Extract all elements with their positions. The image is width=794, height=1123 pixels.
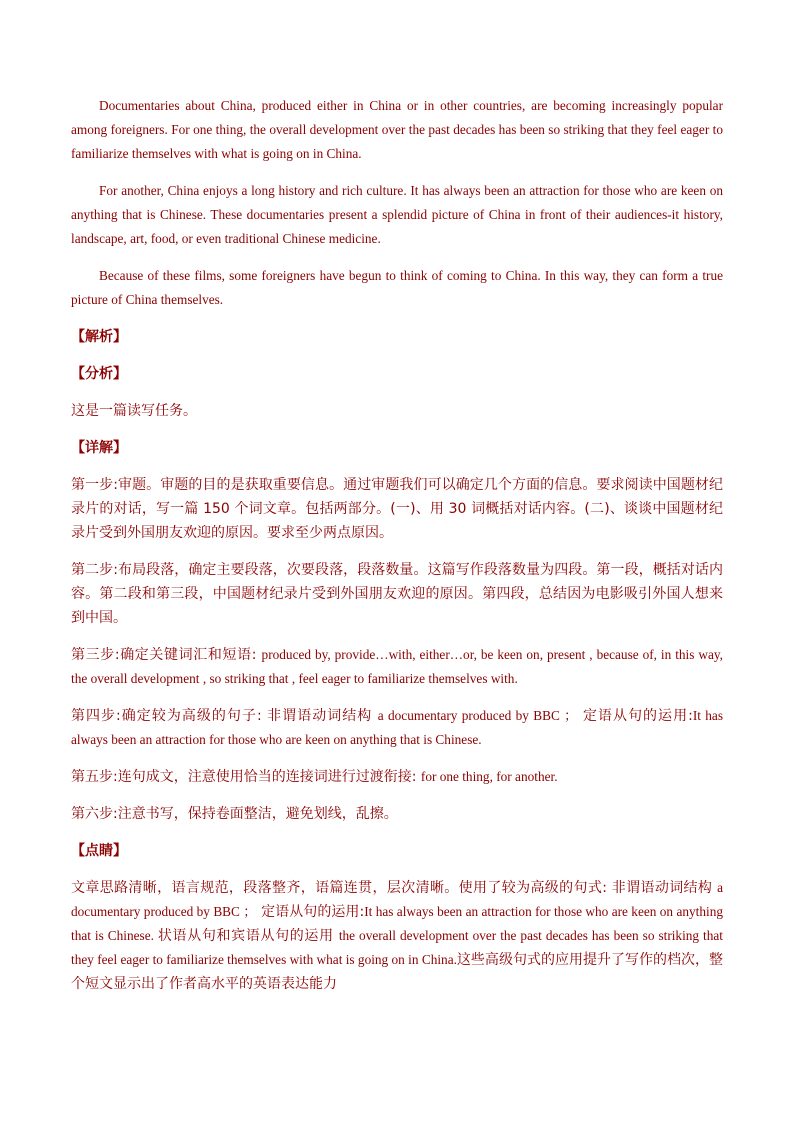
step-4-example-a: a documentary produced by BBC ； <box>377 708 578 723</box>
comment-part-5: 状语从句和宾语从句的运用 <box>157 928 339 944</box>
comment-part-4: It has always been an attraction for those who are keen on anything that is Chinese. <box>71 904 723 943</box>
essay-paragraph-2: For another, China enjoys a long history and rich culture. It has always been an attraction for those who are keen on anything that is Chinese. These documentaries present a splendid picture of China in front of their audiences-it history, landscape, art, food, or even traditional Chinese medicine. <box>71 183 723 246</box>
step-3 <box>71 643 723 691</box>
step-4-label: 第四步:确定较为高级的句子: 非谓语动词结构 <box>71 708 378 724</box>
step-3-label: 第三步:确定关键词汇和短语: <box>71 647 262 663</box>
step-5-label: 第五步:连句成文，注意使用恰当的连接词进行过渡衔接: <box>71 769 421 785</box>
heading-fenxi: 【分析】 <box>71 366 127 382</box>
step-1: 第一步:审题。审题的目的是获取重要信息。通过审题我们可以确定几个方面的信息。要求阅读中国题材纪录片的对话，写一篇 150 个词文章。包括两部分。(一)、用 30 词概括对话内容。(二)、谈谈中国题材纪录片受到外国朋友欢迎的原因。要求至少两点原因。 <box>71 477 723 541</box>
essay-paragraph-1: Documentaries about China, produced either in China or in other countries, are becoming increasingly popular among foreigners. For one thing, the overall development over the past decades has been so striking that they feel eager to familiarize themselves with what is going on in China. <box>71 98 723 161</box>
step-4-label-b: 定语从句的运用: <box>577 708 693 724</box>
comment-part-3: 定语从句的运用: <box>256 904 365 920</box>
comment-part-1: 文章思路清晰，语言规范，段落整齐，语篇连贯，层次清晰。使用了较为高级的句式: 非谓语动词结构 <box>71 880 718 896</box>
step-2: 第二步:布局段落，确定主要段落，次要段落，段落数量。这篇写作段落数量为四段。第一段，概括对话内容。第二段和第三段，中国题材纪录片受到外国朋友欢迎的原因。第四段，总结因为电影吸引外国人想来到中国。 <box>71 562 723 626</box>
comment-part-7: 这些高级句式的应用提升了写作的档次，整个短文显示出了作者高水平的英语表达能力 <box>71 952 723 992</box>
step-5-connectors: for one thing, for another. <box>420 769 558 784</box>
heading-xiangjie: 【详解】 <box>71 440 127 456</box>
step-3-phrases: produced by, provide…with, either…or, be keen on, present , because of, in this way, the overall development , so striking that , feel eager to familiarize themselves with. <box>71 647 723 686</box>
step-4 <box>71 704 723 752</box>
step-6: 第六步:注意书写，保持卷面整洁，避免划线，乱擦。 <box>71 806 398 822</box>
step-4-example-b: It has always been an attraction for those who are keen on anything that is Chinese. <box>71 708 724 747</box>
heading-dianjing: 【点睛】 <box>71 843 127 859</box>
comment-part-2: a documentary produced by BBC ； <box>71 880 723 919</box>
step-5 <box>71 765 723 789</box>
heading-jiexi: 【解析】 <box>71 329 127 345</box>
analysis-text: 这是一篇读写任务。 <box>71 403 197 419</box>
essay-paragraph-3: Because of these films, some foreigners have begun to think of coming to China. In this way, they can form a true picture of China themselves. <box>71 268 723 307</box>
comment-part-6: the overall development over the past decades has been so striking that they feel eager to familiarize themselves with what is going on in China. <box>71 928 723 967</box>
model-essay <box>71 94 723 312</box>
comment-paragraph <box>71 876 723 996</box>
document-page <box>71 94 723 1009</box>
